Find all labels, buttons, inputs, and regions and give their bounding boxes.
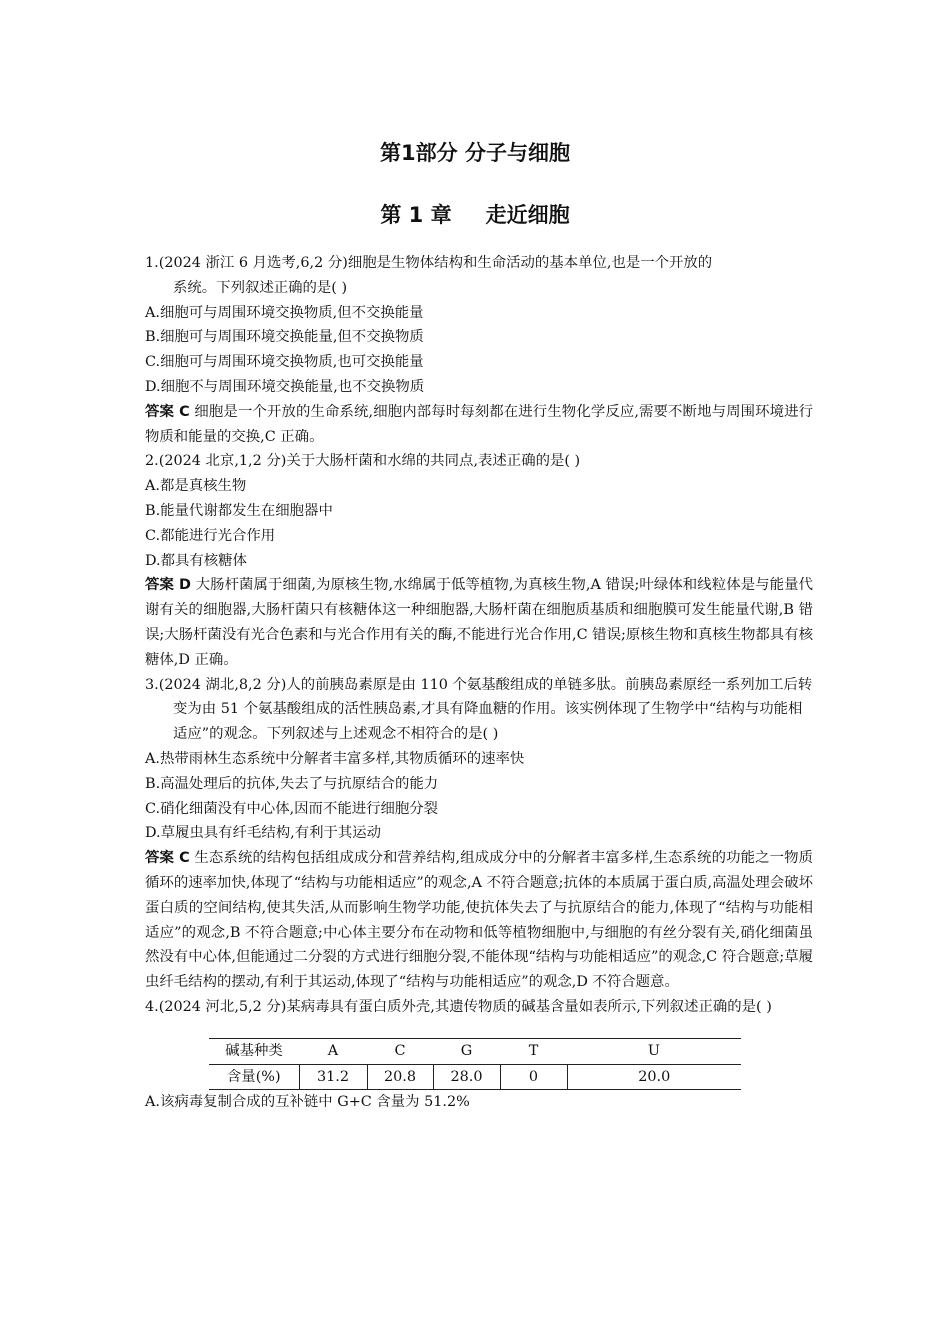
- q1-answer: [145, 400, 813, 450]
- q3-option-d: D.草履虫具有纤毛结构,有利于其运动: [145, 825, 382, 842]
- table-cell: 31.2: [299, 1064, 367, 1090]
- table-cell: 含量(%): [209, 1064, 299, 1090]
- q3-answer-label: 答案 C: [145, 850, 190, 867]
- q1-stem-line1: 1.(2024 浙江 6 月选考,6,2 分)细胞是生物体结构和生命活动的基本单位,也是一个开放的: [145, 255, 713, 271]
- chapter-number: 第 1 章: [380, 203, 452, 227]
- q3-answer: [145, 846, 813, 995]
- q2-answer-label: 答案 D: [145, 577, 191, 594]
- table-cell: 20.8: [367, 1064, 433, 1090]
- q1-option-c: C.细胞可与周围环境交换物质,也可交换能量: [145, 354, 424, 371]
- q1-option-a: A.细胞可与周围环境交换物质,但不交换能量: [145, 304, 424, 321]
- table-header-cell: G: [433, 1038, 500, 1064]
- q1-stem-line2: 系统。下列叙述正确的是( ): [173, 279, 348, 296]
- q3-option-a: A.热带雨林生态系统中分解者丰富多样,其物质循环的速率快: [145, 750, 525, 767]
- q3-option-b: B.高温处理后的抗体,失去了与抗原结合的能力: [145, 775, 439, 792]
- q3-option-c: C.硝化细菌没有中心体,因而不能进行细胞分裂: [145, 800, 439, 817]
- q3-stem: 3.(2024 湖北,8,2 分)人的前胰岛素原是由 110 个氨基酸组成的单链多肽。前胰岛素原经一系列加工后转变为由 51 个氨基酸组成的活性胰岛素,才具有降血糖的作用。该实例体现了生物学中“结构与功能相适应”的观念。下列叙述与上述观念不相符合的是( ): [145, 676, 813, 743]
- q2-option-d: D.都具有核糖体: [145, 552, 247, 569]
- q1-option-d: D.细胞不与周围环境交换能量,也不交换物质: [145, 378, 425, 395]
- content: [145, 251, 813, 1115]
- table-header-cell: C: [367, 1038, 433, 1064]
- table-cell: 28.0: [433, 1064, 500, 1090]
- chapter-name: 走近细胞: [485, 203, 570, 227]
- q2-option-c: C.都能进行光合作用: [145, 527, 276, 544]
- table-header-cell: A: [299, 1038, 367, 1064]
- table-header-row: [209, 1038, 741, 1064]
- base-content-table: [209, 1038, 741, 1091]
- table-header-cell: T: [500, 1038, 567, 1064]
- q4-option-a: A.该病毒复制合成的互补链中 G+C 含量为 51.2%: [145, 1094, 470, 1111]
- q1-option-b: B.细胞可与周围环境交换能量,但不交换物质: [145, 329, 424, 346]
- q2-option-a: A.都是真核生物: [145, 478, 247, 495]
- q4-stem: 4.(2024 河北,5,2 分)某病毒具有蛋白质外壳,其遗传物质的碱基含量如表所示,下列叙述正确的是( ): [145, 998, 772, 1015]
- table-row: [209, 1064, 741, 1090]
- q2-option-b: B.能量代谢都发生在细胞器中: [145, 502, 333, 519]
- q2-stem: 2.(2024 北京,1,2 分)关于大肠杆菌和水绵的共同点,表述正确的是( ): [145, 453, 581, 470]
- q1-answer-text: 细胞是一个开放的生命系统,细胞内部每时每刻都在进行生物化学反应,需要不断地与周围环境进行物质和能量的交换,C 正确。: [145, 403, 814, 445]
- q3-answer-text: 生态系统的结构包括组成成分和营养结构,组成成分中的分解者丰富多样,生态系统的功能之一物质循环的速率加快,体现了“结构与功能相适应”的观念,A 不符合题意;抗体的本质属于蛋白质,高温处理会破坏蛋白质的空间结构,使其失活,从而影响生物学功能,使抗体失去了与抗原结合的能力,体现了“结构与功能相适应”的观念,B 不符合题意;中心体主要分布在动物和低等植物细胞中,与细胞的有丝分裂有关,硝化细菌虽然没有中心体,但能通过二分裂的方式进行细胞分裂,不能体现“结构与功能相适应”的观念,C 符合题意;草履虫纤毛结构的摆动,有利于其运动,体现了“结构与功能相适应”的观念,D 不符合题意。: [145, 850, 814, 991]
- table-cell: 0: [500, 1064, 567, 1090]
- table-header-cell: U: [567, 1038, 741, 1064]
- chapter-title: [0, 199, 950, 229]
- table-cell: 20.0: [567, 1064, 741, 1090]
- table-header-cell: 碱基种类: [209, 1038, 299, 1064]
- q1-answer-label: 答案 C: [145, 403, 190, 420]
- q2-answer: [145, 573, 813, 672]
- q2-answer-text: 大肠杆菌属于细菌,为原核生物,水绵属于低等植物,为真核生物,A 错误;叶绿体和线粒体是与能量代谢有关的细胞器,大肠杆菌只有核糖体这一种细胞器,大肠杆菌在细胞质基质和细胞膜可发生能量代谢,B 错误;大肠杆菌没有光合色素和与光合作用有关的酶,不能进行光合作用,C 错误;原核生物和真核生物都具有核糖体,D 正确。: [145, 577, 813, 668]
- part-title: 第1部分 分子与细胞: [380, 141, 570, 165]
